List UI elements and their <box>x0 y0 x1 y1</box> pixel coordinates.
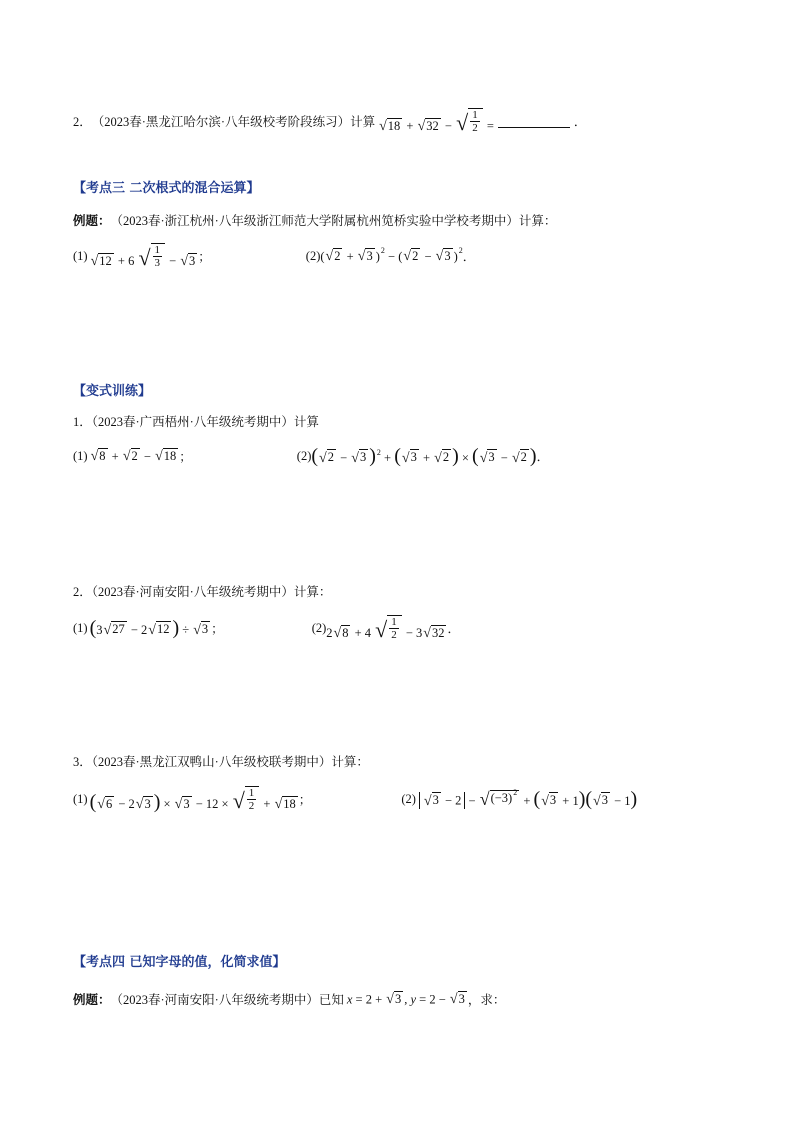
part-2-label: (2) <box>401 791 416 806</box>
part-1-label: (1) <box>73 248 88 263</box>
example-3-expr-1: √ 12 + 6 √ $\frac{1}{3}$ − √ 3 <box>90 244 196 271</box>
variant-2-head: 2．（2023春·河南安阳·八年级统考期中）计算： <box>73 585 332 599</box>
variant-3-expr-2: √ 3 − 2 − √ $(-3)^2$ + ( √ 3 + 1)( √ 3 − 1) <box>419 789 637 809</box>
part-2-end: ． <box>462 250 476 265</box>
part-1-end: ； <box>198 250 211 265</box>
example-3-parts <box>73 243 475 269</box>
variant-1-parts <box>73 446 549 466</box>
part-2-end: ． <box>447 622 460 637</box>
q2-expression: √ 18 + √ 32 − √ $\frac{1}{2}$ = <box>379 109 494 136</box>
part-2-label: (2) <box>296 448 312 463</box>
variant-3-parts <box>73 786 637 812</box>
variant-1-head: 1．（2023春·广西梧州·八年级统考期中）计算 <box>73 415 319 429</box>
part-2-label: (2) <box>311 620 327 635</box>
q2-number: 2． <box>73 115 92 130</box>
part-2-label: (2) <box>305 248 321 263</box>
example-label: 例题： <box>73 214 111 228</box>
part-1-end: ； <box>179 450 192 464</box>
part-1-label: (1) <box>73 620 88 635</box>
section-heading-4: 【考点四 已知字母的值，化简求值】 <box>73 955 286 970</box>
variant-2-expr-2: 2 √ 8 + 4 √ $\frac{1}{2}$ − 3 √ 32 <box>326 616 445 643</box>
q2-verb: 计算 <box>350 115 376 130</box>
example-3-line <box>73 211 556 229</box>
part-1-label: (1) <box>73 448 88 463</box>
example-4-line <box>73 990 505 1008</box>
example-label: 例题： <box>73 993 111 1007</box>
example-3-source: （2023春·浙江杭州·八年级浙江师范大学附属杭州笕桥实验中学校考期中）计算： <box>110 214 557 228</box>
part-1-label: (1) <box>73 791 88 806</box>
variant-3-head: 3．（2023春·黑龙江双鸭山·八年级校联考期中）计算： <box>73 755 369 769</box>
example-3-expr-2: ( √ 2 + √ 3 )$^2$ − ( √ 2 − √ 3 )$^2$ <box>320 246 463 265</box>
q2-end: ． <box>573 115 587 130</box>
section-heading-3: 【考点三 二次根式的混合运算】 <box>73 181 260 196</box>
variant-heading: 【变式训练】 <box>73 384 152 399</box>
q2-line <box>73 108 586 134</box>
q2-source: （2023春·黑龙江哈尔滨·八年级校考阶段练习） <box>91 115 351 130</box>
part-2-end: ． <box>536 450 550 464</box>
variant-2-parts <box>73 615 460 641</box>
part-1-end: ； <box>211 622 224 637</box>
example-4-end: ，求： <box>467 993 506 1007</box>
example-4-given: x = 2 + √ 3 , y = 2 − √ 3 <box>346 991 465 1008</box>
variant-3-expr-1: ( √ 6 − 2 √ 3 ) × √ 3 − 12 × √ $\frac{1}{2}$ + √ 18 <box>89 787 296 814</box>
answer-blank[interactable] <box>498 115 570 128</box>
variant-2-expr-1: (3 √ 27 − 2 √ 12 ) ÷ √ 3 <box>89 617 209 640</box>
part-1-end: ； <box>298 793 312 808</box>
variant-1-expr-2: ( √ 2 − √ 3 )$^2$ + ( √ 3 + √ 2 ) × ( √ 3 − √ 2 ) <box>311 445 537 467</box>
example-4-source: （2023春·河南安阳·八年级统考期中）已知 <box>110 993 344 1007</box>
variant-1-expr-1: √ 8 + √ 2 − √ 18 <box>90 448 177 465</box>
